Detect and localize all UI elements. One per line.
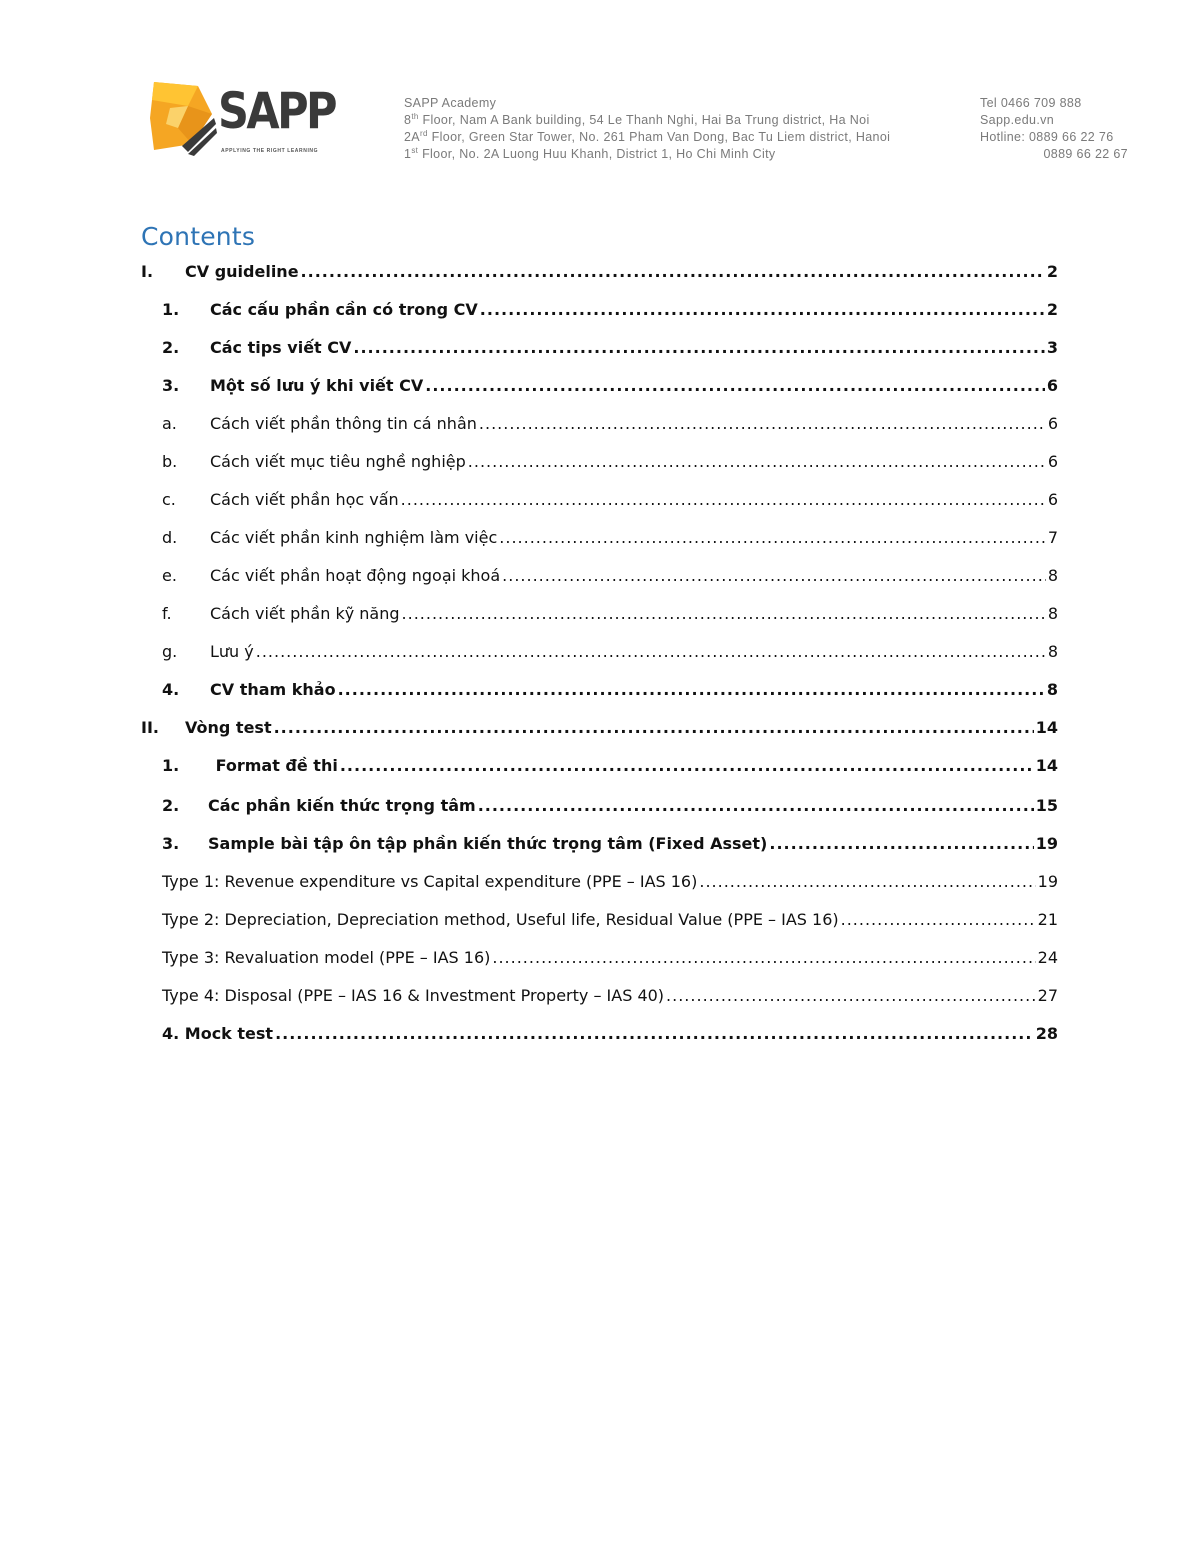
toc-entry[interactable] — [162, 834, 1058, 858]
toc-entry-title: Type 2: Depreciation, Depreciation method, Useful life, Residual Value (PPE – IAS 16) — [162, 910, 839, 929]
toc-leader-dots — [353, 338, 1044, 357]
toc-entry-page: 19 — [1037, 872, 1058, 891]
logo-tagline: APPLYING THE RIGHT LEARNING — [221, 148, 319, 154]
toc-entry-number: b. — [162, 452, 178, 471]
toc-entry[interactable] — [162, 1024, 1058, 1048]
hotline: Hotline: 0889 66 22 76 — [980, 130, 1114, 144]
toc-entry-title: 4. Mock test — [162, 1024, 274, 1043]
toc-entry-number: I. — [141, 262, 154, 281]
toc-entry-page: 6 — [1047, 452, 1058, 471]
toc-entry-page: 19 — [1035, 834, 1058, 853]
toc-entry-number: d. — [162, 528, 178, 547]
toc-entry-title: Sample bài tập ôn tập phần kiến thức trọng tâm (Fixed Asset) — [208, 834, 768, 853]
toc-leader-dots — [256, 642, 1046, 661]
toc-entry-number: 4. — [162, 680, 180, 699]
address-line-3: 1st Floor, No. 2A Luong Huu Khanh, District 1, Ho Chi Minh City — [404, 146, 776, 161]
toc-entry-title: Các viết phần kinh nghiệm làm việc — [210, 528, 498, 547]
toc-entry-page: 6 — [1047, 490, 1058, 509]
toc-entry-title: Format đề thi — [210, 756, 338, 775]
toc-entry[interactable] — [162, 452, 1058, 476]
toc-entry-page: 8 — [1047, 566, 1058, 585]
toc-leader-dots — [666, 986, 1036, 1005]
toc-entry-title: Cách viết phần kỹ năng — [210, 604, 400, 623]
toc-entry-page: 6 — [1046, 376, 1058, 395]
toc-leader-dots — [468, 452, 1046, 471]
toc-entry-title: Các phần kiến thức trọng tâm — [208, 796, 476, 815]
toc-entry[interactable] — [162, 376, 1058, 400]
toc-entry-number: c. — [162, 490, 176, 509]
toc-entry[interactable] — [162, 300, 1058, 324]
toc-leader-dots — [425, 376, 1045, 395]
toc-leader-dots — [338, 680, 1045, 699]
address-line-2: $2A^{rd}$ Floor, Green Star Tower, No. 261 Pham Van Dong, Bac Tu Liem district, Hanoi — [404, 129, 891, 144]
toc-entry-page: 6 — [1047, 414, 1058, 433]
toc-entry-page: 8 — [1046, 680, 1058, 699]
toc-entry[interactable] — [162, 948, 1058, 972]
toc-entry-title: Cách viết mục tiêu nghề nghiệp — [210, 452, 466, 471]
toc-entry[interactable] — [162, 680, 1058, 704]
address-block — [404, 95, 890, 163]
toc-entry[interactable] — [162, 338, 1058, 362]
toc-entry-number: II. — [141, 718, 159, 737]
toc-entry-page: 3 — [1046, 338, 1058, 357]
toc-leader-dots — [499, 528, 1046, 547]
toc-entry-page: 2 — [1046, 300, 1058, 319]
toc-entry-page: 24 — [1037, 948, 1058, 967]
toc-entry-title: Các tips viết CV — [210, 338, 352, 357]
toc-entry[interactable] — [162, 414, 1058, 438]
toc-entry-number: f. — [162, 604, 172, 623]
toc-entry-number: 1. — [162, 756, 180, 775]
toc-leader-dots — [402, 604, 1046, 623]
toc-entry[interactable] — [162, 756, 1058, 780]
toc-entry-page: 14 — [1035, 756, 1058, 775]
toc-entry[interactable] — [162, 910, 1058, 934]
toc-entry[interactable] — [141, 718, 1058, 742]
toc-entry-title: Type 4: Disposal (PPE – IAS 16 & Investment Property – IAS 40) — [162, 986, 665, 1005]
sapp-logo — [148, 78, 335, 160]
toc-leader-dots — [301, 262, 1045, 281]
toc-entry[interactable] — [162, 528, 1058, 552]
toc-entry-title: Vòng test — [185, 718, 272, 737]
toc-entry-title: Các viết phần hoạt động ngoại khoá — [210, 566, 501, 585]
toc-entry-title: CV tham khảo — [210, 680, 336, 699]
toc-leader-dots — [492, 948, 1035, 967]
address-line-1: 8th Floor, Nam A Bank building, 54 Le Thanh Nghi, Hai Ba Trung district, Ha Noi — [404, 112, 870, 127]
toc-entry-title: Type 3: Revaluation model (PPE – IAS 16) — [162, 948, 491, 967]
toc-entry-title: Cách viết phần thông tin cá nhân — [210, 414, 477, 433]
toc-entry-number: a. — [162, 414, 177, 433]
toc-entry-title: Type 1: Revenue expenditure vs Capital expenditure (PPE – IAS 16) — [162, 872, 698, 891]
toc-entry-number: g. — [162, 642, 178, 661]
toc-leader-dots — [340, 756, 1034, 775]
toc-entry-page: 14 — [1035, 718, 1058, 737]
toc-entry[interactable] — [162, 796, 1058, 820]
toc-leader-dots — [769, 834, 1033, 853]
toc-leader-dots — [699, 872, 1035, 891]
toc-entry-number: e. — [162, 566, 177, 585]
toc-leader-dots — [480, 300, 1045, 319]
logo-wordmark: SAPP — [218, 82, 335, 140]
toc-entry[interactable] — [162, 566, 1058, 590]
toc-entry-number: 3. — [162, 376, 180, 395]
toc-entry-page: 28 — [1035, 1024, 1058, 1043]
toc-entry[interactable] — [162, 642, 1058, 666]
toc-entry-page: 8 — [1047, 604, 1058, 623]
toc-entry-title: Cách viết phần học vấn — [210, 490, 399, 509]
toc-leader-dots — [401, 490, 1046, 509]
toc-entry-page: 15 — [1035, 796, 1058, 815]
toc-leader-dots — [841, 910, 1036, 929]
website-link[interactable]: Sapp.edu.vn — [980, 113, 1055, 127]
toc-leader-dots — [479, 414, 1046, 433]
sapp-logo-icon — [148, 78, 218, 160]
hotline-2: 0889 66 22 67 — [1043, 147, 1128, 161]
toc-entry[interactable] — [162, 872, 1058, 896]
toc-entry-title: Lưu ý — [210, 642, 254, 661]
toc-entry-title: CV guideline — [185, 262, 299, 281]
toc-leader-dots — [478, 796, 1034, 815]
toc-entry-page: 27 — [1037, 986, 1058, 1005]
toc-entry[interactable] — [162, 490, 1058, 514]
toc-entry-number: 1. — [162, 300, 180, 319]
toc-entry[interactable] — [162, 604, 1058, 628]
toc-entry-page: 2 — [1046, 262, 1058, 281]
toc-entry-page: 21 — [1037, 910, 1058, 929]
toc-title: Contents — [141, 222, 256, 251]
contact-block — [980, 95, 1128, 163]
toc-entry-title: Các cấu phần cần có trong CV — [210, 300, 478, 319]
toc-leader-dots — [502, 566, 1046, 585]
tel: Tel 0466 709 888 — [980, 96, 1082, 110]
toc-entry[interactable] — [162, 986, 1058, 1010]
toc-entry-page: 7 — [1047, 528, 1058, 547]
toc-leader-dots — [275, 1024, 1034, 1043]
toc-entry[interactable] — [141, 262, 1058, 286]
org-name: SAPP Academy — [404, 96, 497, 110]
toc-entry-title: Một số lưu ý khi viết CV — [210, 376, 424, 395]
toc-entry-page: 8 — [1047, 642, 1058, 661]
toc-leader-dots — [274, 718, 1034, 737]
toc-entry-number: 3. — [162, 834, 180, 853]
toc-entry-number: 2. — [162, 338, 180, 357]
toc-entry-number: 2. — [162, 796, 180, 815]
